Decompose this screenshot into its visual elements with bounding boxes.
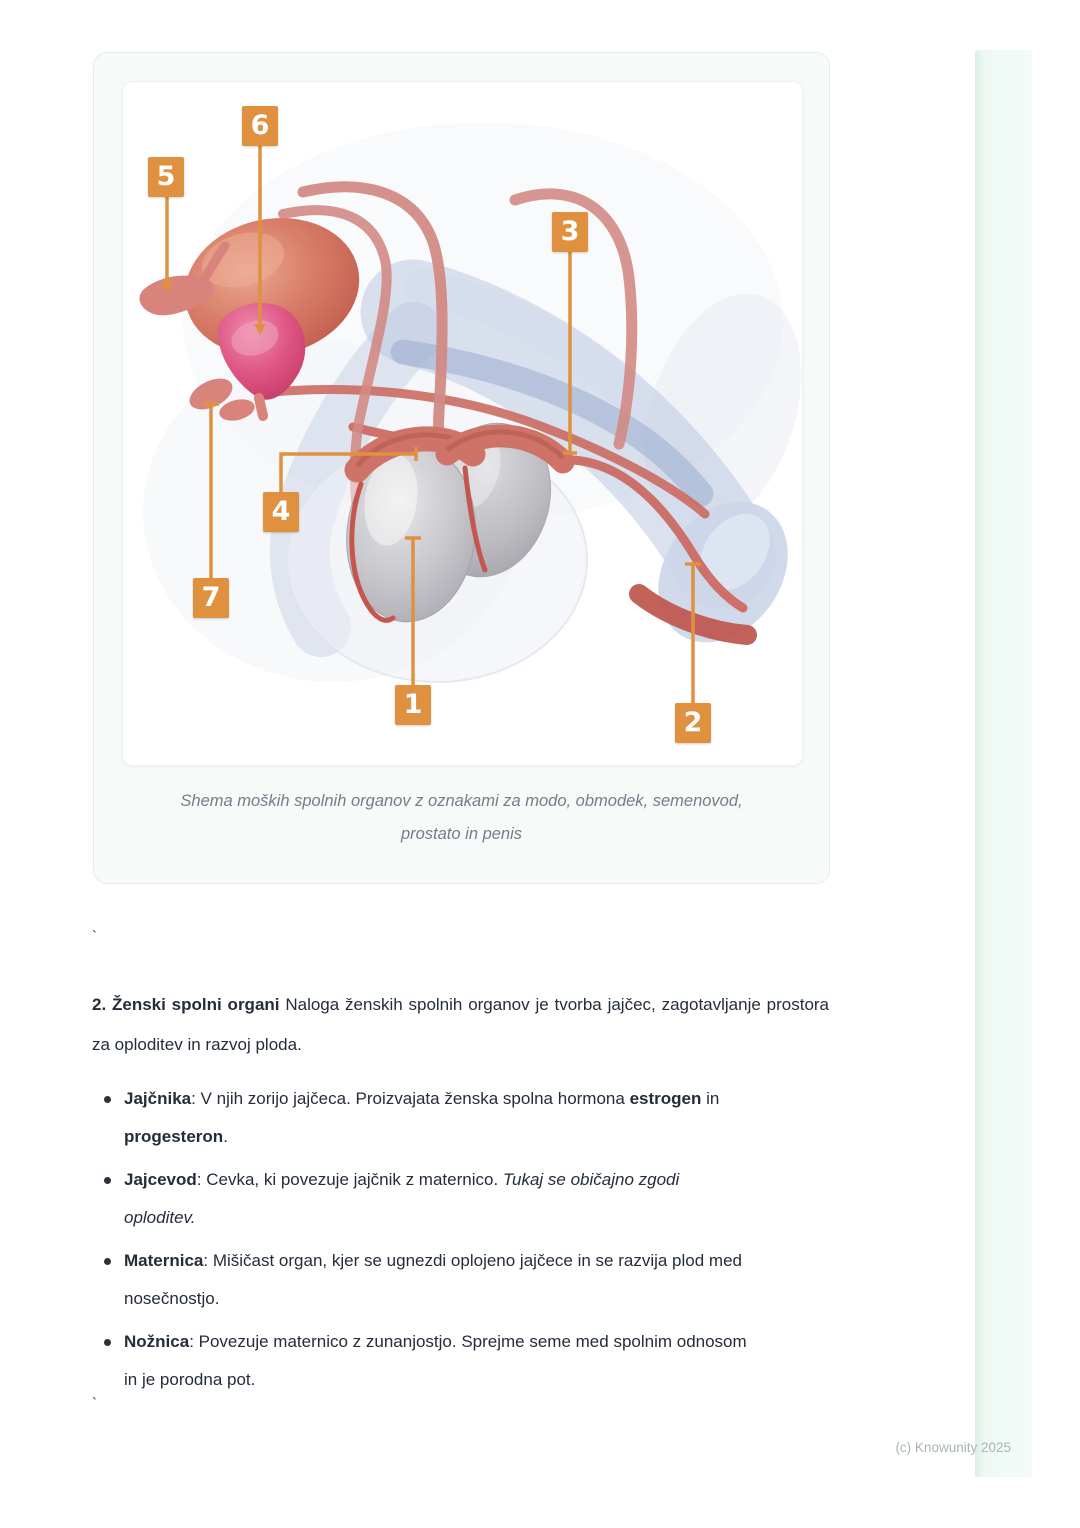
- diagram-label-5: 5: [148, 157, 184, 197]
- section-intro-text: Naloga ženskih spolnih organov je tvorba jajčec, zagotavljanje prostora za oploditev in razvoj ploda.: [92, 995, 830, 1054]
- item-text: in: [701, 1089, 720, 1108]
- list-item-maternica: [124, 1242, 749, 1318]
- term-noznica: Nožnica: [124, 1332, 190, 1351]
- diagram-label-3: 3: [552, 212, 588, 252]
- organ-list: [92, 1080, 829, 1404]
- right-accent-bar: [975, 50, 1032, 1477]
- figure-card: [93, 52, 830, 884]
- term-estrogen: estrogen: [629, 1089, 702, 1108]
- section-heading: 2. Ženski spolni organi: [92, 995, 280, 1014]
- list-item-jajcnika: [124, 1080, 749, 1156]
- copyright-text: (c) Knowunity 2025: [895, 1440, 1011, 1455]
- term-jajcevod: Jajcevod: [124, 1170, 197, 1189]
- item-text: .: [223, 1127, 228, 1146]
- diagram-label-7: 7: [193, 578, 229, 618]
- stray-backtick-bottom: `: [92, 1395, 97, 1412]
- stray-backtick-top: `: [92, 928, 97, 945]
- list-item-jajcevod: [124, 1161, 749, 1237]
- male-anatomy-diagram: [123, 82, 803, 766]
- item-text: : Povezuje maternico z zunanjostjo. Sprejme seme med spolnim odnosom in je porodna pot.: [124, 1332, 747, 1389]
- figure-image-panel: [122, 81, 803, 766]
- diagram-label-2: 2: [675, 703, 711, 743]
- term-maternica: Maternica: [124, 1251, 204, 1270]
- diagram-label-1: 1: [395, 685, 431, 725]
- list-item-noznica: [124, 1323, 749, 1399]
- diagram-label-6: 6: [242, 106, 278, 146]
- section-paragraph: [92, 985, 829, 1065]
- item-italic-note: Tukaj se običajno zgodi oploditev.: [124, 1170, 680, 1227]
- item-text: : Cevka, ki povezuje jajčnik z maternico.: [196, 1170, 503, 1189]
- item-text: : Mišičast organ, kjer se ugnezdi oplojeno jajčece in se razvija plod med nosečnostjo.: [124, 1251, 742, 1308]
- diagram-label-4: 4: [263, 492, 299, 532]
- caption-line-2: prostato in penis: [400, 825, 523, 843]
- caption-line-1: Shema moških spolnih organov z oznakami za modo, obmodek, semenovod,: [180, 792, 743, 810]
- item-text: : V njih zorijo jajčeca. Proizvajata ženska spolna hormona: [191, 1089, 630, 1108]
- term-jajcnika: Jajčnika: [124, 1089, 192, 1108]
- term-progesteron: progesteron: [124, 1127, 224, 1146]
- figure-caption: [94, 785, 829, 851]
